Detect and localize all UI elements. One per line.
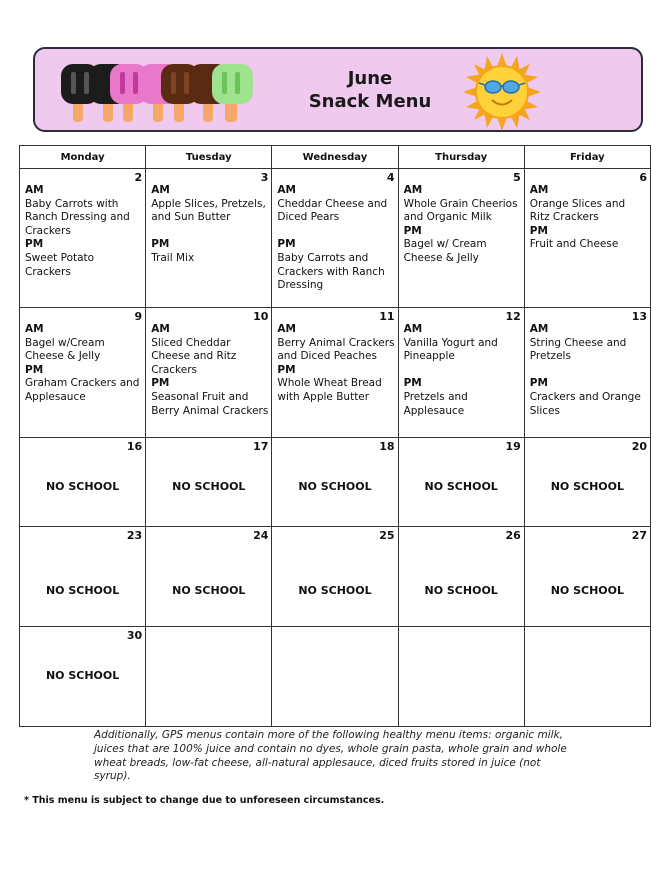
healthy-items-note: Additionally, GPS menus contain more of the following healthy menu items: organic milk, juices that are 100% juice and contain no dyes, whole grain pasta, whole grain and whole wheat breads, low-fat cheese, all-natural applesauce, diced fruits stored in juice (not syrup).: [94, 729, 567, 783]
popsicles-illustration: [57, 62, 257, 124]
day-number: 6: [639, 171, 647, 184]
weekday-header: Thursday: [398, 146, 524, 169]
day-number: 3: [260, 171, 269, 184]
day-number: 10: [253, 310, 269, 323]
day-number: 26: [505, 529, 521, 542]
day-cell: [398, 169, 524, 308]
snack-calendar: [19, 145, 651, 727]
day-cell: [398, 308, 524, 438]
am-label: AM: [25, 323, 44, 335]
pm-snack: Fruit and Cheese: [529, 238, 619, 251]
weekday-header: Monday: [20, 146, 146, 169]
day-number: 24: [253, 529, 269, 542]
day-cell: [272, 438, 398, 527]
header-banner: [33, 47, 643, 132]
day-cell: [272, 527, 398, 627]
empty-cell: [146, 627, 272, 727]
change-disclaimer: * This menu is subject to change due to unforeseen circumstances.: [24, 795, 385, 806]
pm-snack: Sweet Potato Crackers: [25, 251, 95, 278]
day-cell: [20, 527, 146, 627]
popsicle-body: [161, 64, 199, 104]
no-school-label: NO SCHOOL: [172, 480, 246, 493]
no-school-label: NO SCHOOL: [424, 584, 498, 597]
popsicle-body: [61, 64, 99, 104]
day-cell: [146, 169, 272, 308]
no-school-label: NO SCHOOL: [298, 584, 372, 597]
pm-label: PM: [25, 238, 44, 251]
popsicle-icon: [110, 64, 148, 122]
weekday-header: Tuesday: [146, 146, 272, 169]
pm-snack: Bagel w/ Cream Cheese & Jelly: [403, 238, 487, 264]
popsicle-stripe: [184, 72, 189, 94]
am-label: AM: [529, 184, 549, 196]
day-cell: [398, 438, 524, 527]
pm-label: PM: [151, 238, 170, 251]
day-number: 18: [379, 440, 395, 453]
pm-snack: Graham Crackers and Applesauce: [25, 377, 140, 403]
popsicle-icon: [161, 64, 199, 122]
day-number: 4: [386, 171, 395, 184]
pm-snack: Baby Carrots and Crackers with Ranch Dressing: [277, 251, 385, 292]
day-number: 25: [379, 529, 395, 542]
day-cell: [146, 308, 272, 438]
no-school-label: NO SCHOOL: [172, 584, 246, 597]
pm-label: PM: [529, 224, 548, 237]
pm-snack: Whole Wheat Bread with Apple Butter: [277, 377, 382, 403]
am-label: AM: [277, 184, 296, 196]
day-cell: [524, 169, 650, 308]
sun-face: [476, 66, 528, 118]
day-number: 9: [134, 310, 143, 323]
week-row: [20, 308, 651, 438]
week-row: [20, 627, 651, 727]
pm-label: PM: [529, 377, 548, 390]
day-cell: [398, 527, 524, 627]
popsicle-stripe: [71, 72, 76, 94]
day-number: 12: [505, 310, 521, 323]
day-cell: [272, 169, 398, 308]
day-cell: [272, 308, 398, 438]
am-label: AM: [151, 323, 170, 335]
day-number: 5: [513, 171, 521, 184]
week-row: [20, 527, 651, 627]
day-cell: [524, 527, 650, 627]
title-month: June: [347, 68, 393, 89]
am-snack: String Cheese and Pretzels: [529, 336, 627, 363]
am-snack: Orange Slices and Ritz Crackers: [529, 197, 626, 224]
pm-label: PM: [151, 377, 170, 390]
day-number: 19: [505, 440, 521, 453]
popsicle-stripe: [171, 72, 176, 94]
am-snack: Berry Animal Crackers and Diced Peaches: [277, 336, 395, 363]
day-number: 23: [126, 529, 143, 542]
pm-snack: Pretzels and Applesauce: [403, 390, 468, 417]
pm-snack: Trail Mix: [151, 251, 195, 264]
weekday-header: Friday: [524, 146, 650, 169]
pm-snack: Seasonal Fruit and Berry Animal Crackers: [151, 390, 269, 417]
popsicle-stripe: [120, 72, 125, 94]
am-label: AM: [403, 184, 423, 196]
day-cell: [524, 438, 650, 527]
day-cell: [146, 438, 272, 527]
no-school-label: NO SCHOOL: [45, 584, 120, 597]
empty-cell: [272, 627, 398, 727]
popsicle-body: [212, 64, 250, 104]
pm-label: PM: [277, 238, 296, 251]
am-snack: Baby Carrots with Ranch Dressing and Crackers: [25, 197, 130, 237]
am-snack: Bagel w/Cream Cheese & Jelly: [25, 336, 105, 363]
day-cell: [524, 308, 650, 438]
week-row: [20, 169, 651, 308]
popsicle-stripe: [133, 72, 138, 94]
empty-cell: [524, 627, 650, 727]
am-snack: Sliced Cheddar Cheese and Ritz Crackers: [151, 336, 237, 376]
day-cell: [20, 438, 146, 527]
day-number: 30: [126, 629, 143, 642]
popsicle-body: [110, 64, 148, 104]
day-cell: [20, 169, 146, 308]
am-label: AM: [277, 323, 296, 335]
day-number: 11: [379, 310, 395, 323]
no-school-label: NO SCHOOL: [550, 480, 625, 493]
title-subtitle: Snack Menu: [308, 91, 432, 112]
popsicle-icon: [212, 64, 250, 122]
empty-cell: [398, 627, 524, 727]
day-number: 16: [126, 440, 143, 453]
am-label: AM: [529, 323, 549, 335]
week-row: [20, 438, 651, 527]
no-school-label: NO SCHOOL: [45, 480, 120, 493]
popsicle-stripe: [235, 72, 240, 94]
am-snack: Whole Grain Cheerios and Organic Milk: [403, 197, 518, 224]
am-snack: Cheddar Cheese and Diced Pears: [277, 197, 388, 224]
day-cell: [146, 527, 272, 627]
am-label: AM: [151, 184, 170, 196]
day-number: 17: [253, 440, 269, 453]
popsicle-stripe: [222, 72, 227, 94]
popsicle-icon: [61, 64, 99, 122]
pm-label: PM: [25, 363, 44, 376]
day-number: 27: [631, 529, 647, 542]
sun-icon: [463, 53, 541, 131]
pm-label: PM: [403, 224, 422, 237]
no-school-label: NO SCHOOL: [45, 669, 120, 682]
pm-label: PM: [403, 377, 422, 390]
page-title: [295, 67, 445, 113]
day-number: 20: [631, 440, 647, 453]
weekday-header: Wednesday: [272, 146, 398, 169]
am-snack: Apple Slices, Pretzels, and Sun Butter: [151, 197, 266, 224]
no-school-label: NO SCHOOL: [550, 584, 625, 597]
day-number: 2: [134, 171, 143, 184]
no-school-label: NO SCHOOL: [298, 480, 372, 493]
am-snack: Vanilla Yogurt and Pineapple: [403, 336, 498, 363]
day-cell: [20, 627, 146, 727]
no-school-label: NO SCHOOL: [424, 480, 498, 493]
day-cell: [20, 308, 146, 438]
pm-label: PM: [277, 363, 296, 376]
popsicle-stripe: [84, 72, 89, 94]
am-label: AM: [403, 323, 423, 335]
am-label: AM: [25, 184, 44, 196]
day-number: 13: [631, 310, 647, 323]
pm-snack: Crackers and Orange Slices: [529, 390, 641, 417]
weekday-header-row: [20, 146, 651, 169]
